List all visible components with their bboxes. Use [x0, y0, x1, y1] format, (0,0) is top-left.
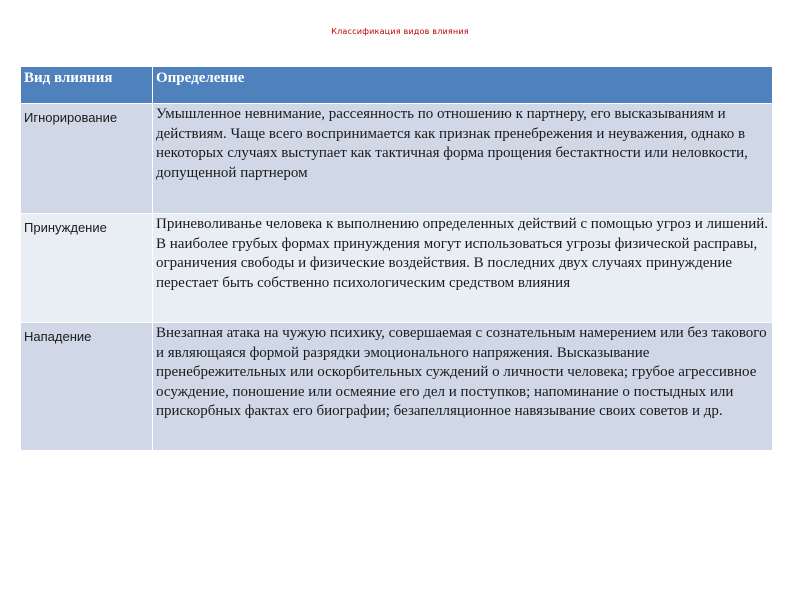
slide-title: Классификация видов влияния [331, 27, 469, 36]
table-row [21, 104, 773, 214]
influence-table-container [20, 66, 772, 451]
header-definition: Определение [153, 67, 773, 104]
table-row [21, 323, 773, 451]
table-row [21, 214, 773, 323]
row-definition: Внезапная атака на чужую психику, совершаемая с сознательным намерением или без такового и являющаяся формой разрядки эмоционального напряжения. Высказывание пренебрежительных или оскорбительных суждений о личности человека; грубое агрессивное осуждение, поношение или осмеяние его дел и поступков; напоминание о постыдных или прискорбных фактах его биографии; безапелляционное навязывание своих советов и др. [153, 323, 773, 451]
row-definition: Приневоливанье человека к выполнению определенных действий с помощью угроз и лишений. В наиболее грубых формах принуждения могут использоваться угрозы физической расправы, ограничения свободы и физические воздействия. В последних двух случаях принуждение перестает быть собственно психологическим средством влияния [153, 214, 773, 323]
row-type: Принуждение [21, 214, 153, 323]
row-type: Игнорирование [21, 104, 153, 214]
row-definition: Умышленное невнимание, рассеянность по отношению к партнеру, его высказываниям и действиям. Чаще всего воспринимается как признак пренебрежения и неуважения, однако в некоторых случаях выступает как тактичная форма прощения бестактности или неловкости, допущенной партнером [153, 104, 773, 214]
row-type: Нападение [21, 323, 153, 451]
table-header-row [21, 67, 773, 104]
header-type: Вид влияния [21, 67, 153, 104]
influence-table [20, 66, 773, 451]
